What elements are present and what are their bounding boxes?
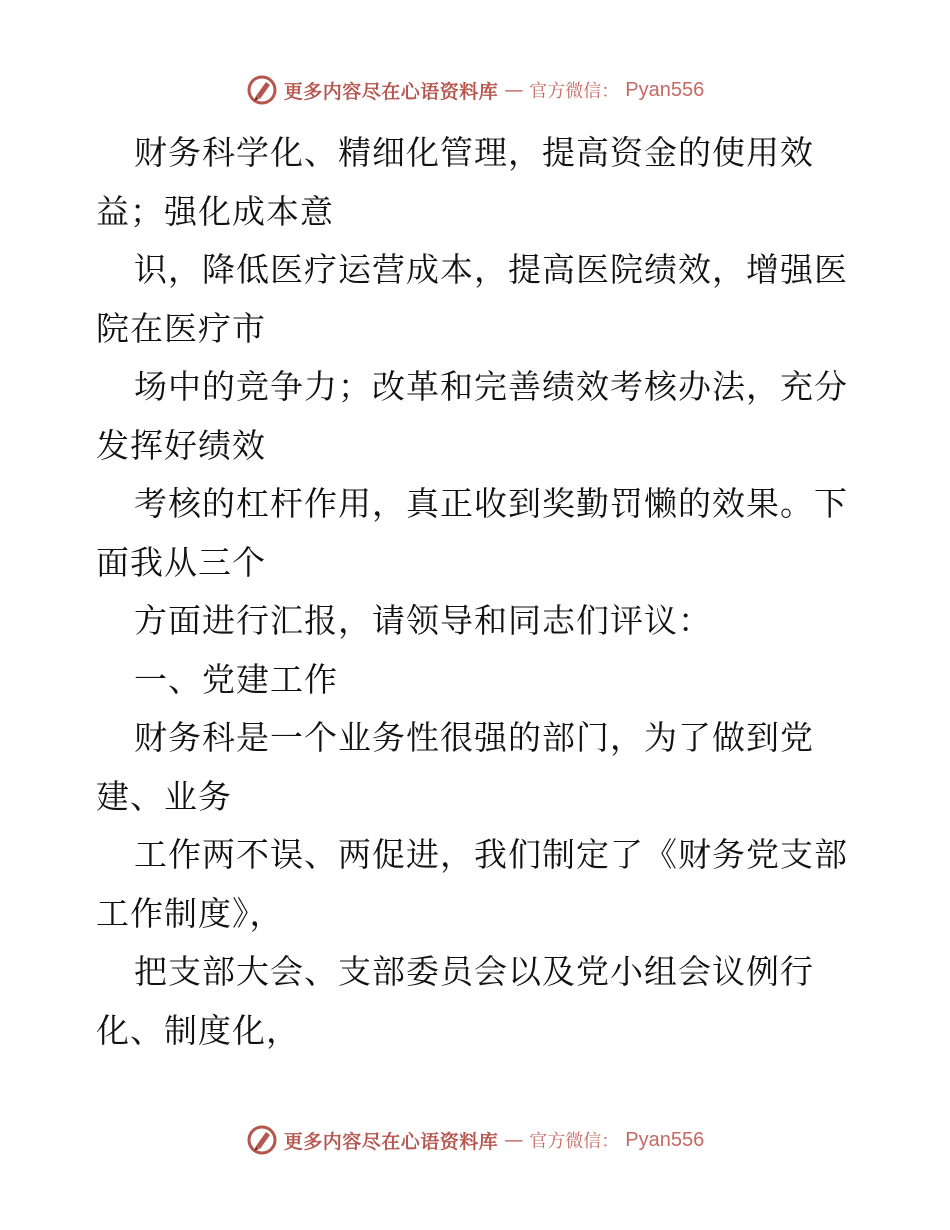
paragraph	[96, 826, 856, 943]
paragraph-line: 面我从三个	[96, 542, 266, 582]
pen-logo-icon	[246, 1124, 278, 1156]
banner-text: 更多内容尽在心语资料库	[283, 1130, 499, 1153]
banner-wechat-id: Pyan556	[625, 78, 705, 101]
banner-text: 更多内容尽在心语资料库	[283, 80, 499, 103]
paragraph	[96, 241, 856, 358]
footer-banner	[0, 1120, 950, 1160]
paragraph-line: 工作制度》，	[96, 893, 284, 933]
paragraph-line: 益；强化成本意	[96, 191, 334, 231]
paragraph	[96, 124, 856, 241]
pen-logo-icon	[246, 74, 278, 106]
header-banner	[0, 70, 950, 110]
section-heading	[96, 651, 856, 710]
paragraph-line: 建、业务	[96, 776, 232, 816]
paragraph	[96, 592, 856, 651]
banner-wechat-id: Pyan556	[625, 1128, 705, 1151]
paragraph-line: 把支部大会、支部委员会以及党小组会议例行	[134, 952, 814, 991]
banner-wechat-label: 官方微信：	[529, 1131, 620, 1152]
banner-dash: —	[504, 79, 524, 101]
paragraph-line: 财务科是一个业务性很强的部门，为了做到党	[134, 718, 814, 757]
paragraph	[96, 475, 856, 592]
paragraph-line: 场中的竞争力；改革和完善绩效考核办法，充分	[134, 367, 848, 406]
paragraph-line: 化、制度化，	[96, 1010, 300, 1050]
paragraph-line: 识，降低医疗运营成本，提高医院绩效，增强医	[134, 250, 848, 289]
paragraph-line: 一、党建工作	[134, 659, 338, 699]
paragraph-line: 财务科学化、精细化管理，提高资金的使用效	[134, 133, 814, 172]
paragraph-line: 发挥好绩效	[96, 425, 266, 465]
paragraph	[96, 709, 856, 826]
paragraph	[96, 943, 856, 1060]
paragraph-line: 院在医疗市	[96, 308, 266, 348]
paragraph	[96, 358, 856, 475]
banner-wechat-label: 官方微信：	[529, 81, 620, 102]
document-body	[96, 124, 856, 1060]
paragraph-line: 考核的杠杆作用，真正收到奖勤罚懒的效果。下	[134, 484, 848, 523]
paragraph-line: 工作两不误、两促进，我们制定了《财务党支部	[134, 835, 848, 874]
banner-dash: —	[504, 1129, 524, 1151]
paragraph-line: 方面进行汇报，请领导和同志们评议：	[134, 601, 712, 640]
